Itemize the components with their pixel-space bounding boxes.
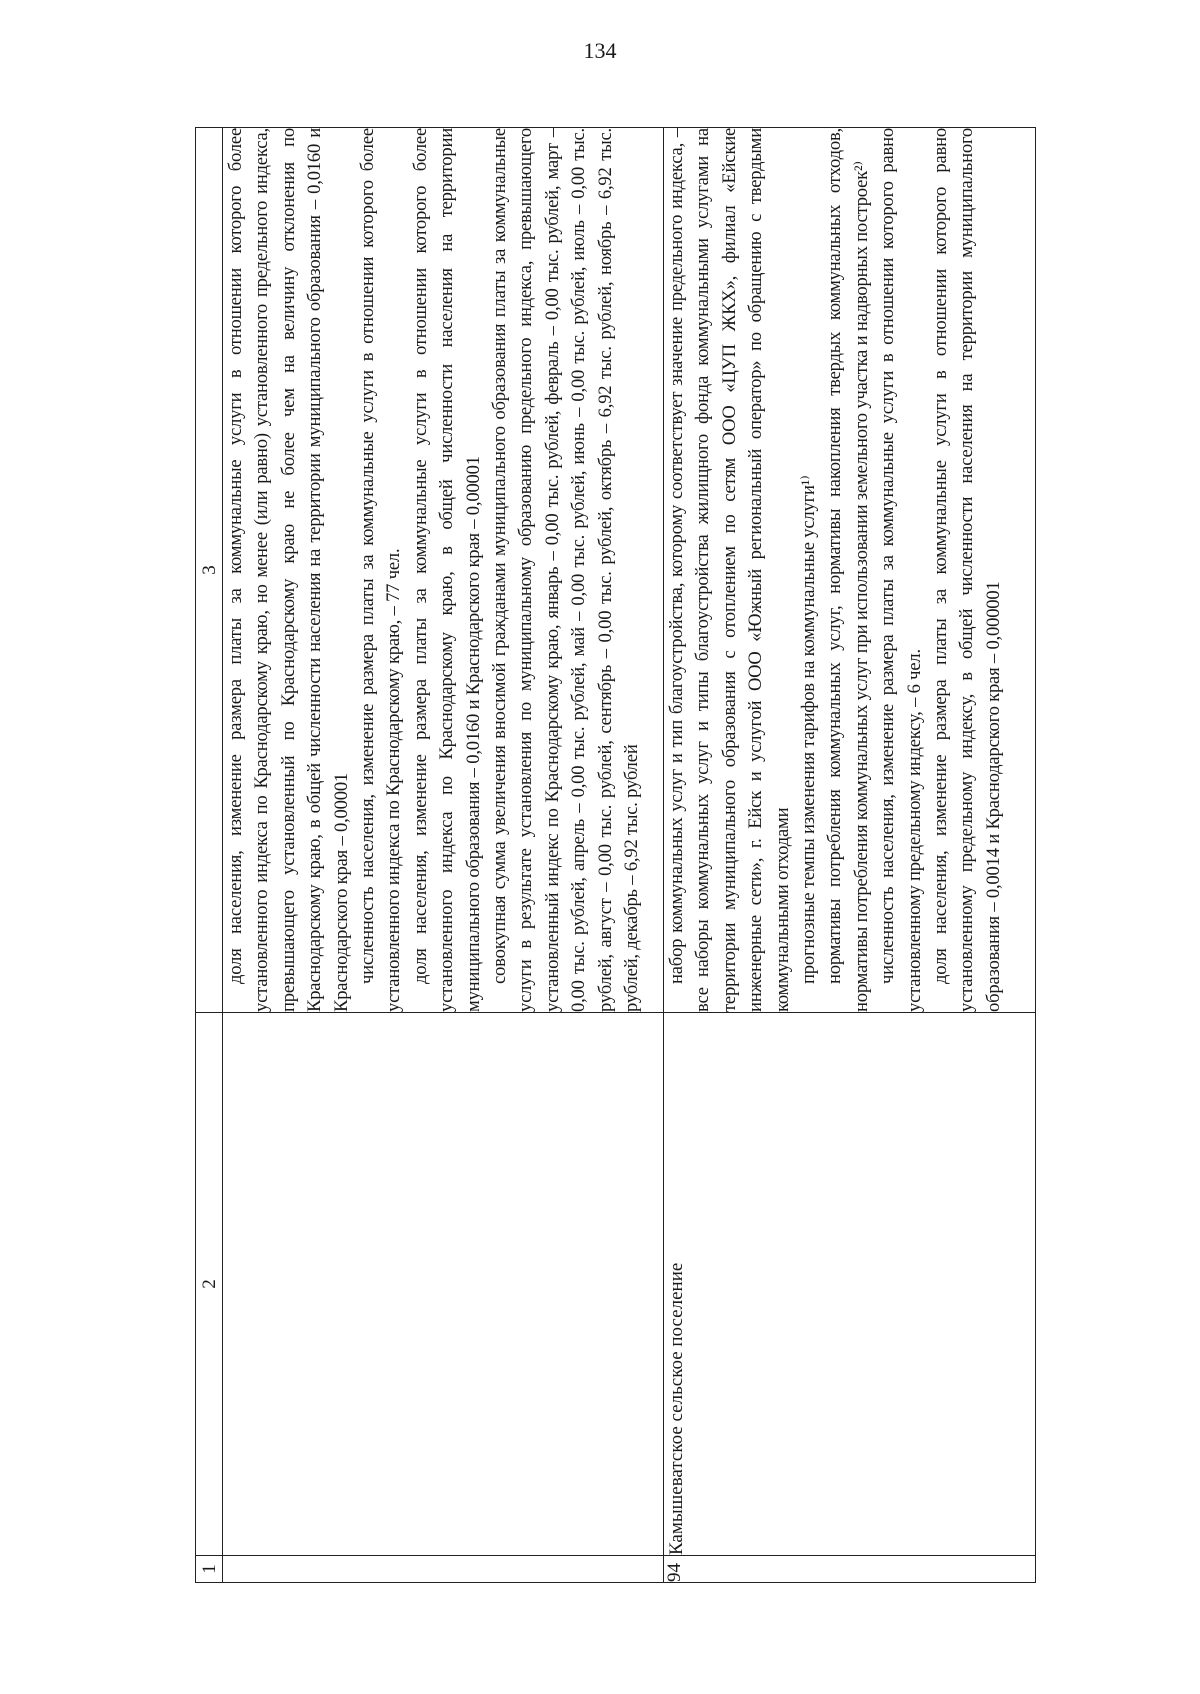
- paragraph: совокупная сумма увеличения вносимой гражданами муниципального образования платы за коммунальные услуги в результате установления по муниципальному образованию предельного индекса, превышающего установленный индекс по Краснодарскому краю, январь – 0,00 тыс. рублей, февраль – 0,00 тыс. рублей, март – 0,00 тыс. рублей, апрель – 0,00 тыс. рублей, май – 0,00 тыс. рублей, июнь – 0,00 тыс. рублей, июль – 0,00 тыс. рублей, август – 0,00 тыс. рублей, сентябрь – 0,00 тыс. рублей, октябрь – 6,92 тыс. рублей, ноябрь – 6,92 тыс. рублей, декабрь – 6,92 тыс. рублей: [489, 128, 643, 1012]
- tariff-index-table: [195, 127, 1036, 1583]
- indicator-text: [223, 128, 664, 1013]
- rotated-table-container: [195, 128, 1036, 1583]
- paragraph: нормативы потребления коммунальных услуг, нормативы накопления твердых коммунальных отходов, нормативы потребления коммунальных услуг при использовании земельного участка и надворных построек²⁾: [824, 128, 872, 1012]
- paragraph: доля населения, изменение размера платы за коммунальные услуги в отношении которого более установленного индекса по Краснодарскому краю, но менее (или равно) установленного предельного индекса, превышающего установленный по Краснодарскому краю не более чем на величину отклонения по Краснодарскому краю, в общей численности населения на территории муниципального образования – 0,0160 и Краснодарского края – 0,00001: [225, 128, 352, 1012]
- header-col-3: 3: [196, 128, 223, 1013]
- municipality-name: Камышеватское сельское поселение: [664, 1013, 1036, 1556]
- indicator-text: [664, 128, 1036, 1013]
- table-row: [223, 128, 664, 1583]
- header-col-2: 2: [196, 1013, 223, 1556]
- table-header-row: [196, 128, 223, 1583]
- header-col-1: 1: [196, 1556, 223, 1583]
- paragraph: доля населения, изменение размера платы за коммунальные услуги в отношении которого равно установленному предельному индексу, в общей численности населения на территории муниципального образования – 0,0014 и Краснодарского края – 0,000001: [930, 128, 1004, 1012]
- row-number: [223, 1556, 664, 1583]
- paragraph: численность населения, изменение размера платы за коммунальные услуги в отношении которого равно установленному предельному индексу, – 6 чел.: [877, 128, 925, 1012]
- paragraph: доля населения, изменение размера платы за коммунальные услуги в отношении которого более установленного индекса по Краснодарскому краю, в общей численности населения на территории муниципального образования – 0,0160 и Краснодарского края – 0,00001: [409, 128, 484, 1012]
- paragraph: набор коммунальных услуг и тип благоустройства, которому соответствует значение предельного индекса, – все наборы коммунальных услуг и типы благоустройства жилищного фонда коммунальными услугами на территории муниципального образования с отоплением по сетям ООО «ЦУП ЖКХ», филиал «Ейские инженерные сети», г. Ейск и услугой ООО «Южный региональный оператор» по обращению с твердыми коммунальными отходами: [666, 128, 793, 1012]
- paragraph: прогнозные темпы изменения тарифов на коммунальные услуги¹⁾: [798, 475, 820, 984]
- row-number: 94: [664, 1556, 1036, 1583]
- municipality-name: [223, 1013, 664, 1556]
- table-row: [664, 128, 1036, 1583]
- page-number: 134: [583, 38, 617, 63]
- paragraph: численность населения, изменение размера платы за коммунальные услуги в отношении которого более установленного индекса по Краснодарскому краю, – 77 чел.: [357, 128, 405, 1012]
